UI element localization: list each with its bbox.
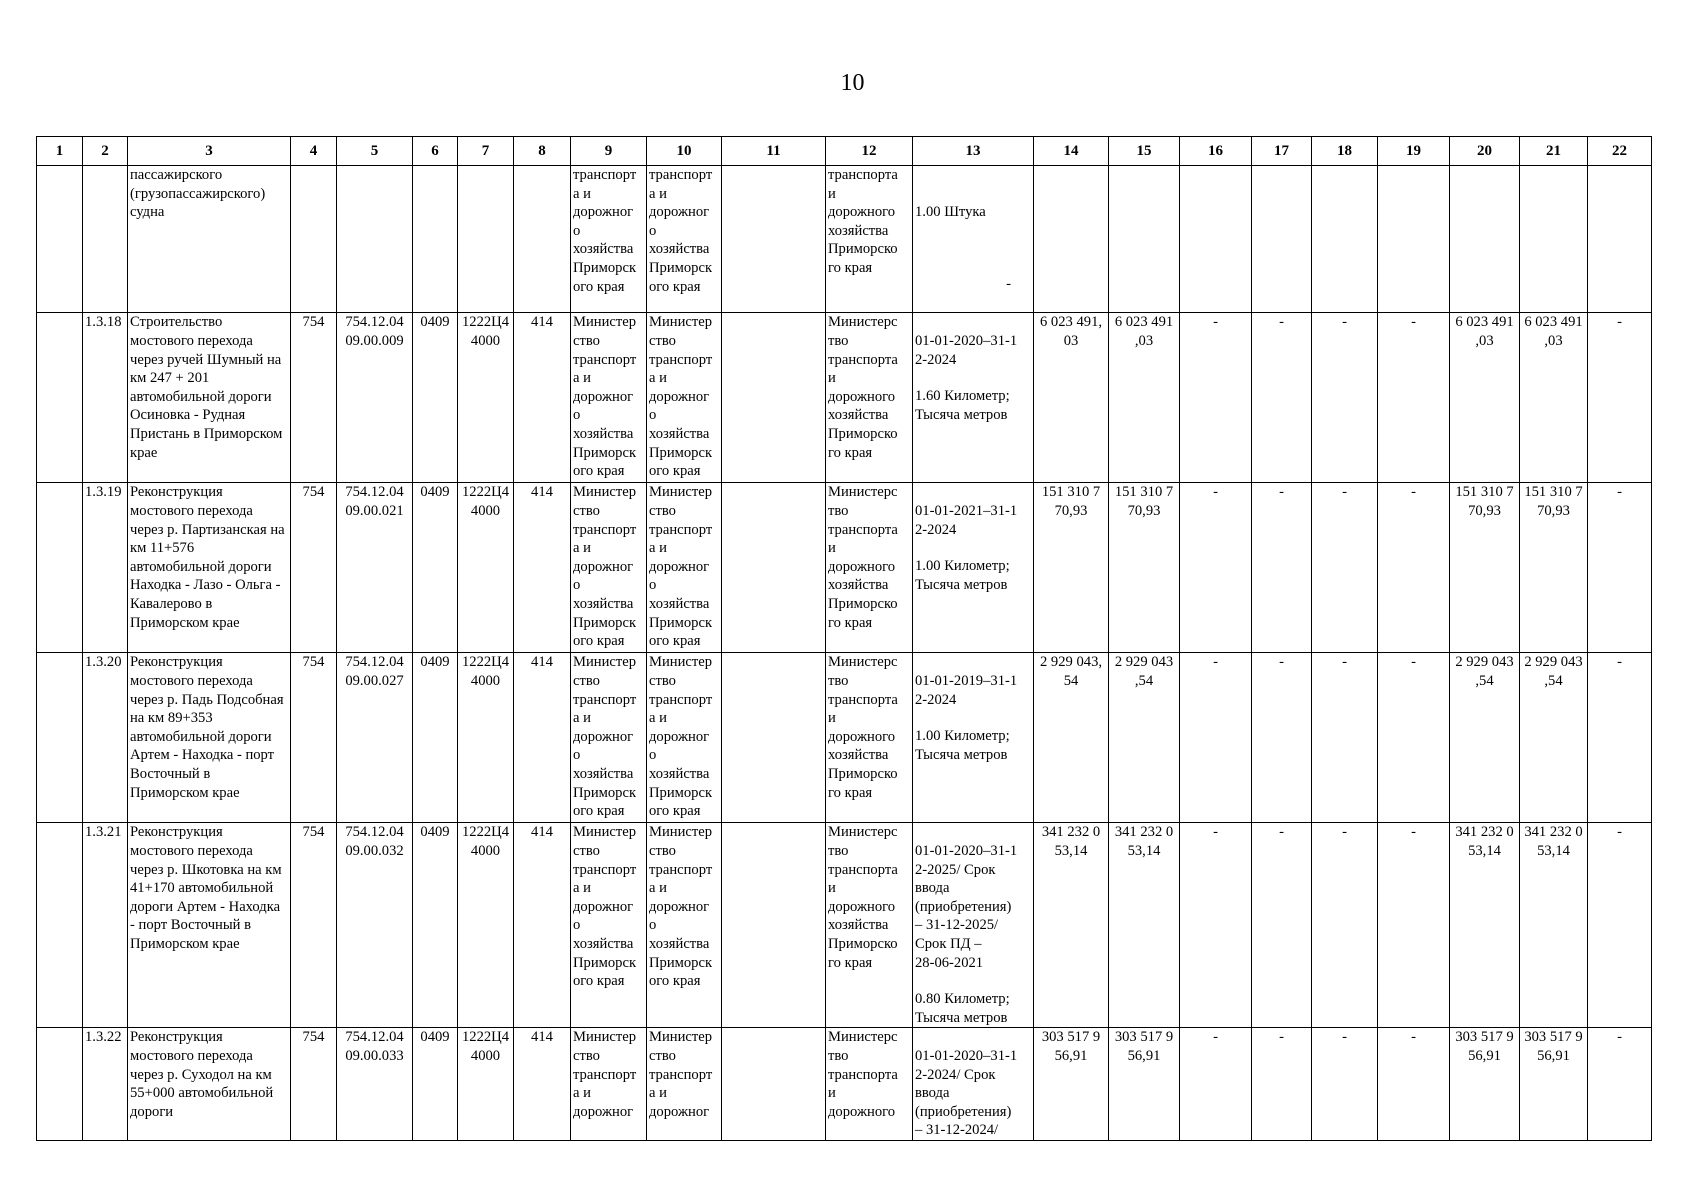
cell-c19: - bbox=[1378, 1028, 1450, 1141]
cell-empty bbox=[37, 166, 83, 313]
cell-c8: 414 bbox=[514, 823, 571, 1028]
col-header-2: 2 bbox=[83, 137, 128, 166]
cell-c18: - bbox=[1312, 483, 1378, 653]
cell-c14: 6 023 491, 03 bbox=[1034, 313, 1109, 483]
terms-capacity: 0.80 Километр; Тысяча метров bbox=[915, 991, 1010, 1026]
cell-c15: 303 517 9 56,91 bbox=[1109, 1028, 1180, 1141]
terms-capacity: 1.00 Километр; Тысяча метров bbox=[915, 728, 1010, 763]
col-header-17: 17 bbox=[1252, 137, 1312, 166]
cell-empty bbox=[37, 653, 83, 823]
cell-customer: Министер ство транспорт а и дорожног о хозяйства Приморск ого края bbox=[571, 823, 647, 1028]
cell-c22 bbox=[1588, 166, 1652, 313]
cell-c4: 754 bbox=[291, 653, 337, 823]
col-header-12: 12 bbox=[826, 137, 913, 166]
cell-c16: - bbox=[1180, 653, 1252, 823]
table-row bbox=[37, 483, 1652, 653]
cell-c21: 341 232 0 53,14 bbox=[1520, 823, 1588, 1028]
cell-c17: - bbox=[1252, 483, 1312, 653]
cell-c8: 414 bbox=[514, 653, 571, 823]
col-header-7: 7 bbox=[458, 137, 514, 166]
budget-table bbox=[36, 136, 1652, 1141]
cell-customer: Министер ство транспорт а и дорожног о хозяйства Приморск ого края bbox=[571, 483, 647, 653]
col-header-6: 6 bbox=[413, 137, 458, 166]
col-header-4: 4 bbox=[291, 137, 337, 166]
col-header-13: 13 bbox=[913, 137, 1034, 166]
cell-c11 bbox=[722, 313, 826, 483]
cell-c5: 754.12.04 09.00.009 bbox=[337, 313, 413, 483]
cell-c21: 151 310 7 70,93 bbox=[1520, 483, 1588, 653]
cell-terms bbox=[913, 1028, 1034, 1141]
page-number: 10 bbox=[840, 70, 865, 96]
cell-empty bbox=[37, 823, 83, 1028]
cell-c11 bbox=[722, 483, 826, 653]
cell-c20: 341 232 0 53,14 bbox=[1450, 823, 1520, 1028]
cell-c15: 6 023 491 ,03 bbox=[1109, 313, 1180, 483]
terms-capacity: 1.00 Километр; Тысяча метров bbox=[915, 558, 1010, 593]
cell-c14 bbox=[1034, 166, 1109, 313]
cell-c8 bbox=[514, 166, 571, 313]
cell-c17: - bbox=[1252, 313, 1312, 483]
row-number: 1.3.19 bbox=[83, 483, 128, 653]
cell-c6: 0409 bbox=[413, 1028, 458, 1141]
cell-empty bbox=[37, 1028, 83, 1141]
cell-c22: - bbox=[1588, 1028, 1652, 1141]
terms-capacity: 1.60 Километр; Тысяча метров bbox=[915, 388, 1010, 423]
cell-c5 bbox=[337, 166, 413, 313]
cell-c7 bbox=[458, 166, 514, 313]
cell-c16: - bbox=[1180, 483, 1252, 653]
cell-c6 bbox=[413, 166, 458, 313]
cell-c4 bbox=[291, 166, 337, 313]
cell-c6: 0409 bbox=[413, 483, 458, 653]
col-header-11: 11 bbox=[722, 137, 826, 166]
row-number: 1.3.22 bbox=[83, 1028, 128, 1141]
object-name: Строительство мостового перехода через ручей Шумный на км 247 + 201 автомобильной дороги Осиновка - Рудная Пристань в Приморском крае bbox=[128, 313, 291, 483]
cell-terms bbox=[913, 823, 1034, 1028]
cell-c14: 341 232 0 53,14 bbox=[1034, 823, 1109, 1028]
terms-period: 01-01-2020–31-1 2-2024 bbox=[915, 332, 1018, 368]
cell-c22: - bbox=[1588, 653, 1652, 823]
cell-c16: - bbox=[1180, 313, 1252, 483]
cell-c7: 1222Ц4 4000 bbox=[458, 823, 514, 1028]
cell-c17: - bbox=[1252, 1028, 1312, 1141]
cell-developer: Министер ство транспорт а и дорожног о хозяйства Приморск ого края bbox=[647, 313, 722, 483]
cell-c7: 1222Ц4 4000 bbox=[458, 483, 514, 653]
cell-c4: 754 bbox=[291, 823, 337, 1028]
cell-c19: - bbox=[1378, 483, 1450, 653]
object-name: Реконструкция мостового перехода через р. Падь Подсобная на км 89+353 автомобильной дороги Артем - Находка - порт Восточный в Приморском крае bbox=[128, 653, 291, 823]
cell-c16 bbox=[1180, 166, 1252, 313]
cell-c20: 303 517 9 56,91 bbox=[1450, 1028, 1520, 1141]
cell-c18: - bbox=[1312, 653, 1378, 823]
object-name: пассажирского (грузопассажирского) судна bbox=[128, 166, 291, 313]
cell-customer: Министер ство транспорт а и дорожног bbox=[571, 1028, 647, 1141]
col-header-1: 1 bbox=[37, 137, 83, 166]
cell-c21: 2 929 043 ,54 bbox=[1520, 653, 1588, 823]
cell-c11 bbox=[722, 1028, 826, 1141]
cell-c19 bbox=[1378, 166, 1450, 313]
cell-c5: 754.12.04 09.00.033 bbox=[337, 1028, 413, 1141]
cell-c14: 2 929 043, 54 bbox=[1034, 653, 1109, 823]
cell-c19: - bbox=[1378, 653, 1450, 823]
cell-c4: 754 bbox=[291, 313, 337, 483]
cell-c20 bbox=[1450, 166, 1520, 313]
object-name: Реконструкция мостового перехода через р. Суходол на км 55+000 автомобильной дороги bbox=[128, 1028, 291, 1141]
cell-c17 bbox=[1252, 166, 1312, 313]
row-number bbox=[83, 166, 128, 313]
col-header-20: 20 bbox=[1450, 137, 1520, 166]
col-header-18: 18 bbox=[1312, 137, 1378, 166]
cell-c11 bbox=[722, 653, 826, 823]
terms-period: 01-01-2020–31-1 2-2024/ Срок ввода (приобретения) – 31-12-2024/ bbox=[915, 1047, 1018, 1139]
col-header-5: 5 bbox=[337, 137, 413, 166]
cell-owner: транспорта и дорожного хозяйства Приморско го края bbox=[826, 166, 913, 313]
cell-terms bbox=[913, 313, 1034, 483]
cell-owner: Министерс тво транспорта и дорожного хозяйства Приморско го края bbox=[826, 483, 913, 653]
cell-c7: 1222Ц4 4000 bbox=[458, 1028, 514, 1141]
cell-c5: 754.12.04 09.00.021 bbox=[337, 483, 413, 653]
object-name: Реконструкция мостового перехода через р. Партизанская на км 11+576 автомобильной дороги Находка - Лазо - Ольга - Кавалерово в Приморском крае bbox=[128, 483, 291, 653]
cell-owner: Министерс тво транспорта и дорожного хозяйства Приморско го края bbox=[826, 313, 913, 483]
cell-c8: 414 bbox=[514, 1028, 571, 1141]
terms-period: 01-01-2021–31-1 2-2024 bbox=[915, 502, 1018, 538]
cell-terms bbox=[913, 483, 1034, 653]
cell-c22: - bbox=[1588, 823, 1652, 1028]
col-header-14: 14 bbox=[1034, 137, 1109, 166]
cell-c20: 151 310 7 70,93 bbox=[1450, 483, 1520, 653]
terms-capacity: 1.00 Штука bbox=[915, 203, 986, 220]
col-header-22: 22 bbox=[1588, 137, 1652, 166]
cell-c15: 151 310 7 70,93 bbox=[1109, 483, 1180, 653]
cell-customer: транспорт а и дорожног о хозяйства Приморск ого края bbox=[571, 166, 647, 313]
cell-empty bbox=[37, 313, 83, 483]
cell-developer: Министер ство транспорт а и дорожног о хозяйства Приморск ого края bbox=[647, 823, 722, 1028]
col-header-9: 9 bbox=[571, 137, 647, 166]
cell-c8: 414 bbox=[514, 483, 571, 653]
cell-c20: 2 929 043 ,54 bbox=[1450, 653, 1520, 823]
object-name: Реконструкция мостового перехода через р. Шкотовка на км 41+170 автомобильной дороги Артем - Находка - порт Восточный в Приморском крае bbox=[128, 823, 291, 1028]
cell-c15 bbox=[1109, 166, 1180, 313]
cell-developer: Министер ство транспорт а и дорожног о хозяйства Приморск ого края bbox=[647, 653, 722, 823]
cell-c11 bbox=[722, 166, 826, 313]
cell-c18: - bbox=[1312, 1028, 1378, 1141]
cell-developer: Министер ство транспорт а и дорожног bbox=[647, 1028, 722, 1141]
cell-c6: 0409 bbox=[413, 653, 458, 823]
table-row bbox=[37, 166, 1652, 313]
cell-terms bbox=[913, 653, 1034, 823]
cell-terms bbox=[913, 166, 1034, 313]
table-row bbox=[37, 1028, 1652, 1141]
cell-customer: Министер ство транспорт а и дорожног о хозяйства Приморск ого края bbox=[571, 313, 647, 483]
cell-c19: - bbox=[1378, 823, 1450, 1028]
col-header-3: 3 bbox=[128, 137, 291, 166]
terms-mark: - bbox=[1006, 276, 1011, 293]
cell-empty bbox=[37, 483, 83, 653]
cell-c6: 0409 bbox=[413, 313, 458, 483]
cell-c7: 1222Ц4 4000 bbox=[458, 313, 514, 483]
cell-c6: 0409 bbox=[413, 823, 458, 1028]
col-header-10: 10 bbox=[647, 137, 722, 166]
cell-c8: 414 bbox=[514, 313, 571, 483]
cell-owner: Министерс тво транспорта и дорожного хозяйства Приморско го края bbox=[826, 823, 913, 1028]
cell-c7: 1222Ц4 4000 bbox=[458, 653, 514, 823]
cell-c18 bbox=[1312, 166, 1378, 313]
cell-c15: 2 929 043 ,54 bbox=[1109, 653, 1180, 823]
table-row bbox=[37, 823, 1652, 1028]
row-number: 1.3.20 bbox=[83, 653, 128, 823]
cell-c5: 754.12.04 09.00.032 bbox=[337, 823, 413, 1028]
cell-c21: 303 517 9 56,91 bbox=[1520, 1028, 1588, 1141]
terms-period: 01-01-2020–31-1 2-2025/ Срок ввода (приобретения) – 31-12-2025/ Срок ПД – 28-06-2021 bbox=[915, 842, 1018, 971]
cell-c18: - bbox=[1312, 313, 1378, 483]
col-header-15: 15 bbox=[1109, 137, 1180, 166]
cell-c4: 754 bbox=[291, 1028, 337, 1141]
cell-c15: 341 232 0 53,14 bbox=[1109, 823, 1180, 1028]
cell-customer: Министер ство транспорт а и дорожног о хозяйства Приморск ого края bbox=[571, 653, 647, 823]
cell-c17: - bbox=[1252, 653, 1312, 823]
header-row bbox=[37, 137, 1652, 166]
cell-owner: Министерс тво транспорта и дорожного хозяйства Приморско го края bbox=[826, 653, 913, 823]
row-number: 1.3.21 bbox=[83, 823, 128, 1028]
table-row bbox=[37, 313, 1652, 483]
cell-developer: Министер ство транспорт а и дорожног о хозяйства Приморск ого края bbox=[647, 483, 722, 653]
cell-c19: - bbox=[1378, 313, 1450, 483]
cell-c21: 6 023 491 ,03 bbox=[1520, 313, 1588, 483]
cell-c14: 151 310 7 70,93 bbox=[1034, 483, 1109, 653]
col-header-16: 16 bbox=[1180, 137, 1252, 166]
cell-c5: 754.12.04 09.00.027 bbox=[337, 653, 413, 823]
row-number: 1.3.18 bbox=[83, 313, 128, 483]
table-row bbox=[37, 653, 1652, 823]
cell-c18: - bbox=[1312, 823, 1378, 1028]
col-header-19: 19 bbox=[1378, 137, 1450, 166]
cell-developer: транспорт а и дорожног о хозяйства Приморск ого края bbox=[647, 166, 722, 313]
cell-c16: - bbox=[1180, 823, 1252, 1028]
col-header-21: 21 bbox=[1520, 137, 1588, 166]
cell-c21 bbox=[1520, 166, 1588, 313]
terms-period: 01-01-2019–31-1 2-2024 bbox=[915, 672, 1018, 708]
col-header-8: 8 bbox=[514, 137, 571, 166]
cell-owner: Министерс тво транспорта и дорожного bbox=[826, 1028, 913, 1141]
cell-c16: - bbox=[1180, 1028, 1252, 1141]
cell-c14: 303 517 9 56,91 bbox=[1034, 1028, 1109, 1141]
cell-c20: 6 023 491 ,03 bbox=[1450, 313, 1520, 483]
cell-c17: - bbox=[1252, 823, 1312, 1028]
cell-c22: - bbox=[1588, 313, 1652, 483]
cell-c11 bbox=[722, 823, 826, 1028]
cell-c22: - bbox=[1588, 483, 1652, 653]
cell-c4: 754 bbox=[291, 483, 337, 653]
